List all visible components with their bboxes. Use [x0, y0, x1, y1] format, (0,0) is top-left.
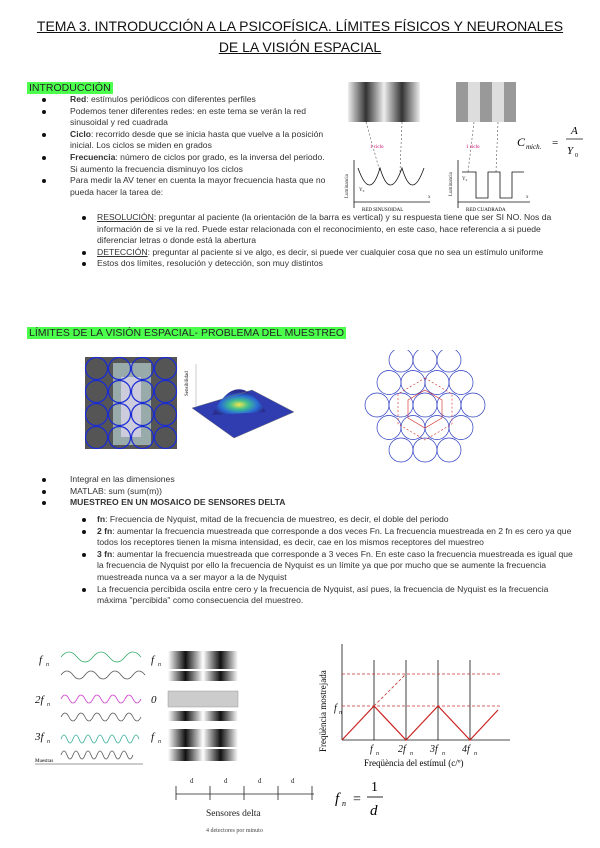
svg-text:n: n [47, 739, 50, 745]
item-label: Frecuencia [70, 151, 116, 162]
svg-text:Y₀: Y₀ [359, 188, 365, 193]
hex-receptor-circle [413, 350, 437, 372]
hexagonal-mosaic-diagram [358, 350, 493, 465]
title-line-1: TEMA 3. INTRODUCCIÓN A LA PSICOFÍSICA. LÍMITES FÍSICOS Y NEURONALES [36, 18, 564, 34]
item-label: Red [70, 94, 87, 104]
svg-text:f: f [151, 731, 155, 743]
hex-receptor-circle [401, 371, 425, 395]
item-label: Ciclo [70, 128, 92, 139]
x-axis-label: Freqüència del estímul (c/º) [364, 758, 464, 768]
item-label: RESOLUCIÓN [97, 212, 154, 222]
list-item [97, 514, 575, 526]
item-text: La frecuencia percibida oscila entre cero y la frecuencia de Nyquist, así pues, la frecuencia de Nyquist es la frecuencia máxima "percibida" como consecuencia del muestreo. [97, 583, 549, 606]
item-text: Para medir la AV tener en cuenta la mayor frecuencia hasta que no pueda hacer la tarea de: [70, 175, 326, 197]
list-item [70, 129, 332, 152]
svg-text:n: n [376, 751, 379, 757]
title-line-2: DE LA VISIÓN ESPACIAL [218, 39, 382, 55]
aliased-frequency-line [342, 706, 498, 740]
hex-receptor-circle [413, 438, 437, 462]
hex-receptor-circle [377, 416, 401, 440]
list-item [97, 212, 575, 247]
item-text: Estos dos límites, resolución y detección, son muy distintos [97, 258, 323, 269]
svg-text:f: f [370, 744, 373, 755]
svg-text:n: n [158, 739, 161, 745]
sampled-frequency-plot [312, 640, 518, 772]
item-label: fn [97, 514, 106, 524]
svg-text:d: d [224, 777, 228, 785]
item-text: : recorrido desde que se inicia hasta que vuelve a la posición inicial. Los ciclos se miden en grados [70, 128, 324, 151]
svg-text:d: d [190, 777, 194, 785]
item-label: MUESTREO EN UN MOSAICO DE SENSORES DELTA [70, 497, 286, 508]
svg-text:f: f [334, 703, 337, 714]
svg-text:Luminancia: Luminancia [345, 174, 350, 198]
intro-sublist [97, 212, 575, 270]
intro-list [70, 94, 332, 198]
hex-receptor-circle [437, 438, 461, 462]
svg-text:1 ciclo: 1 ciclo [370, 145, 384, 150]
item-text: : preguntar al paciente si ve algo, es decir, si puede ver cualquier cosa que no sea un estímulo uniforme [147, 246, 544, 257]
hex-receptor-circle [413, 393, 437, 417]
item-label: 2 fn [97, 525, 113, 536]
page-title [0, 16, 600, 58]
svg-text:Muestras: Muestras [35, 759, 54, 764]
svg-text:1: 1 [371, 780, 378, 795]
item-text: : Frecuencia de Nyquist, mitad de la frecuencia de muestreo, es decir, el doble del periodo [105, 514, 449, 524]
svg-text:f: f [151, 654, 155, 666]
svg-text:n: n [442, 751, 445, 757]
item-text: : número de ciclos por grado, es la inversa del periodo. Si aumento la frecuencia disminuyo los ciclos [70, 151, 325, 174]
item-text: : aumentar la frecuencia muestreada que corresponde a dos veces Fn. La frecuencia muestreada en 2 fn es cero ya que todos los receptores tienen la misma intensidad, es decir, cae en los mismos receptores del muestreo [97, 525, 572, 548]
list-item [70, 497, 550, 509]
list-item [97, 526, 575, 549]
sinusoidal-grating [348, 82, 420, 122]
item-text: MATLAB: sum (sum(m)) [70, 485, 162, 496]
svg-text:f: f [335, 791, 340, 807]
section2-heading: LÍMITES DE LA VISIÓN ESPACIAL- PROBLEMA DEL MUESTREO [29, 327, 345, 339]
item-text: Podemos tener diferentes redes: en este tema se verán la red sinusoidal y red cuadrada [70, 105, 306, 128]
section2-list [70, 474, 550, 509]
aliasing-figure [33, 643, 248, 773]
svg-text:3f: 3f [35, 731, 44, 743]
hex-receptor-circle [425, 371, 449, 395]
svg-text:n: n [46, 662, 49, 668]
sinusoidal-caption: RED SINUSOIDAL [362, 208, 404, 212]
list-item [97, 258, 575, 270]
svg-text:mich.: mich. [526, 143, 542, 151]
svg-text:Y₀: Y₀ [462, 177, 468, 182]
item-text: Integral en las dimensiones [70, 474, 175, 484]
hex-receptor-circle [437, 350, 461, 372]
hex-receptor-circle [401, 416, 425, 440]
receptor-mosaic-photo [85, 357, 177, 449]
svg-text:Sensibilidad: Sensibilidad [185, 371, 190, 396]
intro-heading: INTRODUCCIÓN [29, 82, 111, 94]
svg-text:0: 0 [151, 694, 157, 706]
svg-text:=: = [353, 792, 361, 807]
svg-text:2f: 2f [398, 744, 406, 755]
hex-receptor-circle [389, 393, 413, 417]
svg-text:n: n [158, 662, 161, 668]
svg-text:n: n [339, 710, 342, 716]
hex-receptor-circle [389, 438, 413, 462]
svg-text:Y: Y [567, 145, 574, 157]
svg-text:x: x [526, 195, 529, 200]
hex-receptor-circle [449, 416, 473, 440]
list-item [97, 247, 575, 259]
svg-text:d: d [291, 777, 295, 785]
svg-text:d: d [258, 777, 262, 785]
svg-text:f: f [39, 654, 43, 666]
hex-receptor-circle [365, 393, 389, 417]
svg-text:Luminancia: Luminancia [449, 172, 454, 196]
svg-text:n: n [342, 799, 346, 808]
nyquist-formula [333, 775, 393, 821]
delta-sensors-figure [170, 772, 320, 838]
square-grating [456, 82, 516, 122]
list-item [97, 584, 575, 607]
hex-receptor-circle [461, 393, 485, 417]
hex-receptor-circle [389, 350, 413, 372]
square-caption: RED CUADRADA [466, 208, 506, 212]
sensitivity-3d-plot [182, 360, 302, 445]
svg-text:C: C [517, 135, 526, 149]
item-text: : estímulos periódicos con diferentes perfiles [86, 94, 256, 104]
svg-text:A: A [571, 125, 578, 137]
svg-text:2f: 2f [35, 694, 44, 706]
svg-text:=: = [552, 137, 559, 149]
hex-receptor-circle [377, 371, 401, 395]
item-label: DETECCIÓN [97, 246, 148, 257]
list-item [70, 106, 332, 129]
svg-text:1 ciclo: 1 ciclo [466, 145, 480, 150]
list-item [70, 175, 332, 198]
michelson-formula [517, 122, 589, 162]
svg-text:n: n [474, 751, 477, 757]
item-text: : aumentar la frecuencia muestreada que corresponde a 3 veces Fn. En este caso la frecuencia muestreada es igual que la frecuencia de Nyquist por ello la frecuencia de Nyquist es un límite ya que por mucho que se aumente la frecuencia muestreada nunca va a ser mayor a la de Nyquist [97, 548, 573, 582]
list-item [70, 152, 332, 175]
svg-text:n: n [47, 702, 50, 708]
item-text: : preguntar al paciente (la orientación de la barra es vertical) y su respuesta tiene que ser SI NO. Nos da información de si ve la red. Puede estar relacionada con el reconocimiento, en este caso, hace referencia a si puede diferenciar letras o donde está la abertura [97, 212, 552, 246]
svg-text:d: d [370, 803, 378, 819]
list-item [70, 94, 332, 106]
y-axis-label: Freqüència mostrejada [318, 670, 328, 752]
hex-receptor-circle [425, 416, 449, 440]
list-item [97, 549, 575, 584]
sensors-label: Sensores delta [206, 809, 261, 819]
sensors-caption: 4 detectores por minuto [206, 828, 263, 834]
item-label: 3 fn [97, 548, 113, 559]
hex-receptor-circle [437, 393, 461, 417]
list-item [70, 486, 550, 498]
svg-text:3f: 3f [430, 744, 438, 755]
svg-text:x: x [428, 195, 431, 200]
section2-sublist [97, 514, 575, 607]
hex-receptor-circle [449, 371, 473, 395]
svg-text:n: n [410, 751, 413, 757]
svg-text:4f: 4f [462, 744, 470, 755]
list-item [70, 474, 550, 486]
svg-text:0: 0 [575, 153, 578, 159]
